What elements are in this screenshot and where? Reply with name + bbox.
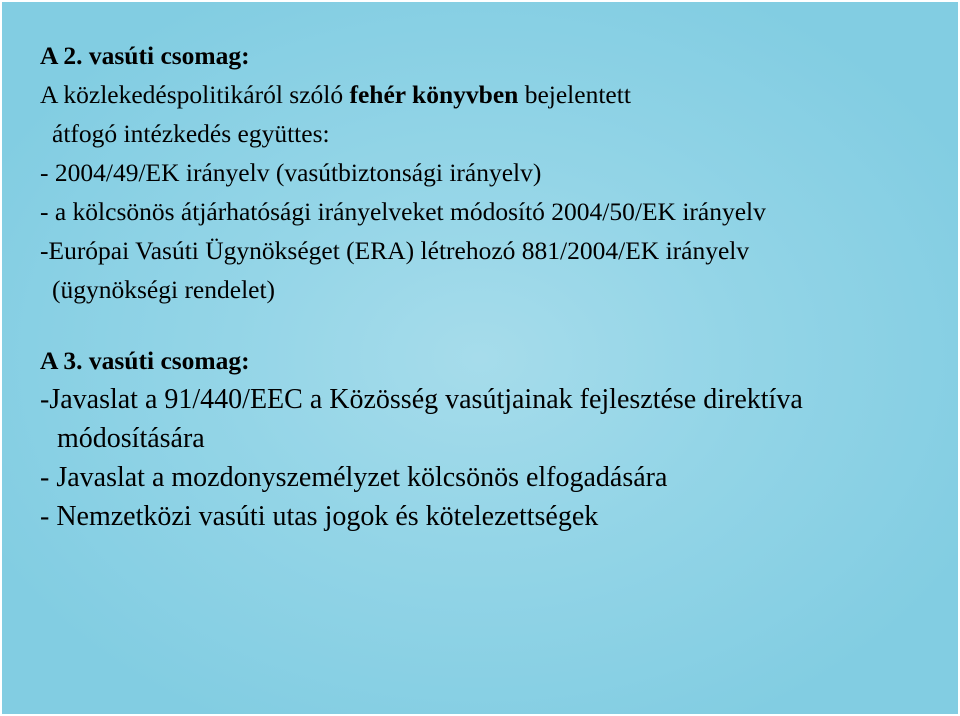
list-item: - Nemzetközi vasúti utas jogok és kötelezettségek: [40, 501, 599, 532]
list-item-continuation: (ügynökségi rendelet): [52, 275, 276, 304]
section-intro-line: [40, 75, 945, 114]
list-item: - Javaslat a mozdonyszemélyzet kölcsönös elfogadására: [40, 462, 668, 493]
section-heading-package-3: A 3. vasúti csomag:: [40, 346, 250, 375]
section-intro-continuation: átfogó intézkedés együttes:: [52, 119, 330, 148]
slide-background: [2, 2, 958, 714]
section-heading-package-2: A 2. vasúti csomag:: [40, 41, 250, 70]
list-item: -Javaslat a 91/440/EEC a Közösség vasútjainak fejlesztése direktíva: [40, 384, 803, 415]
list-item: - 2004/49/EK irányelv (vasútbiztonsági irányelv): [40, 158, 542, 187]
intro-text-after: bejelentett: [518, 80, 631, 109]
intro-text-before: A közlekedéspolitikáról szóló: [40, 80, 350, 109]
intro-text-bold: fehér könyvben: [349, 80, 519, 109]
slide-text-body: [40, 36, 945, 536]
list-item: -Európai Vasúti Ügynökséget (ERA) létrehozó 881/2004/EK irányelv: [40, 236, 750, 265]
list-item: - a kölcsönös átjárhatósági irányelveket módosító 2004/50/EK irányelv: [40, 197, 766, 226]
list-item-continuation: módosítására: [57, 423, 205, 454]
